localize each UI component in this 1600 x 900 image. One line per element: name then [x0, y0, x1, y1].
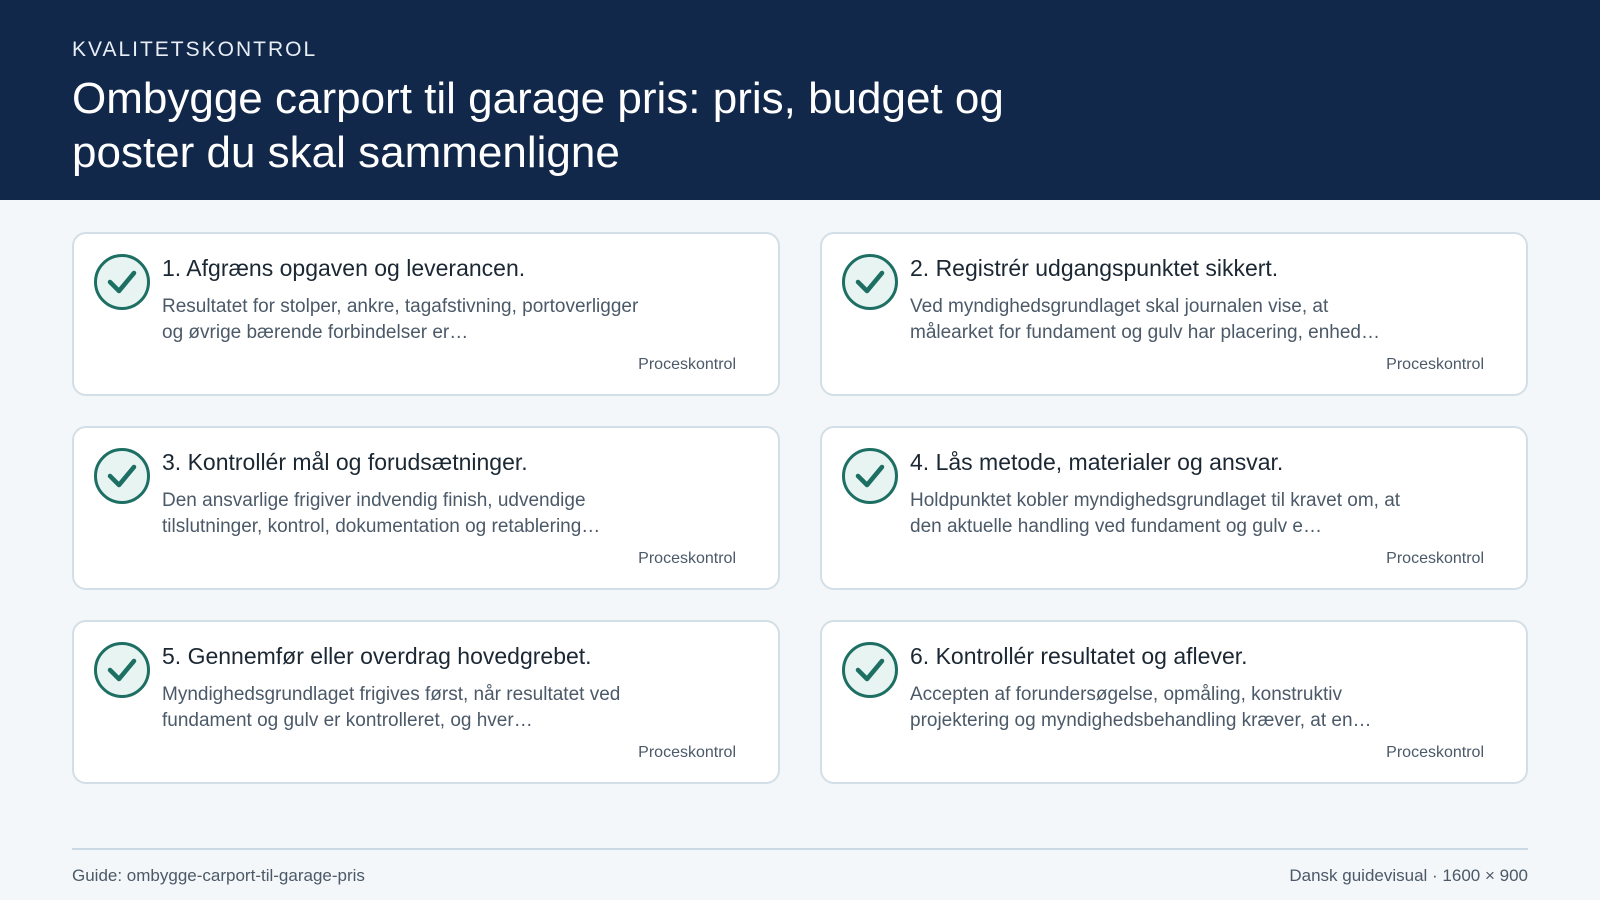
card-tag: Proceskontrol	[638, 550, 736, 567]
checklist-card-5	[72, 620, 780, 784]
card-tag: Proceskontrol	[638, 744, 736, 761]
card-tag: Proceskontrol	[638, 356, 736, 373]
check-circle-icon	[94, 642, 150, 698]
footer-divider	[72, 848, 1528, 850]
checklist-card-6	[820, 620, 1528, 784]
checklist-card-3	[72, 426, 780, 590]
checklist-card-2	[820, 232, 1528, 396]
checklist-card-4	[820, 426, 1528, 590]
card-description: Myndighedsgrundlaget frigives først, når resultatet ved fundament og gulv er kontrolleret, og hver…	[162, 684, 621, 731]
check-circle-icon	[842, 642, 898, 698]
card-tag: Proceskontrol	[1386, 550, 1484, 567]
card-description: Holdpunktet kobler myndighedsgrundlaget til kravet om, at den aktuelle handling ved fundament og gulv e…	[910, 490, 1401, 537]
eyebrow-label: KVALITETSKONTROL	[72, 38, 318, 61]
card-title: 6. Kontrollér resultatet og aflever.	[910, 643, 1248, 669]
card-description: Accepten af forundersøgelse, opmåling, konstruktiv projektering og myndighedsbehandling kræver, at en…	[910, 684, 1372, 731]
card-description: Den ansvarlige frigiver indvendig finish, udvendige tilslutninger, kontrol, dokumentation og retablering…	[162, 490, 601, 537]
card-tag: Proceskontrol	[1386, 744, 1484, 761]
card-description: Resultatet for stolper, ankre, tagafstivning, portoverligger og øvrige bærende forbindelser er…	[162, 296, 639, 343]
card-title: 5. Gennemfør eller overdrag hovedgrebet.	[162, 643, 592, 669]
card-tag: Proceskontrol	[1386, 356, 1484, 373]
page-title: Ombygge carport til garage pris: pris, budget og poster du skal sammenligne	[72, 74, 1004, 177]
checklist-card-1	[72, 232, 780, 396]
card-title: 3. Kontrollér mål og forudsætninger.	[162, 449, 528, 475]
card-title: 1. Afgræns opgaven og leverancen.	[162, 255, 526, 281]
card-title: 4. Lås metode, materialer og ansvar.	[910, 449, 1284, 475]
card-description: Ved myndighedsgrundlaget skal journalen vise, at målearket for fundament og gulv har placering, enhed…	[910, 296, 1380, 343]
card-title: 2. Registrér udgangspunktet sikkert.	[910, 255, 1279, 281]
footer-meta-label: Dansk guidevisual · 1600 × 900	[1289, 866, 1528, 885]
check-circle-icon	[94, 448, 150, 504]
check-circle-icon	[842, 254, 898, 310]
check-circle-icon	[94, 254, 150, 310]
footer-guide-label: Guide: ombygge-carport-til-garage-pris	[72, 866, 365, 885]
page-header	[0, 0, 1600, 200]
checklist-grid	[72, 232, 1528, 784]
check-circle-icon	[842, 448, 898, 504]
